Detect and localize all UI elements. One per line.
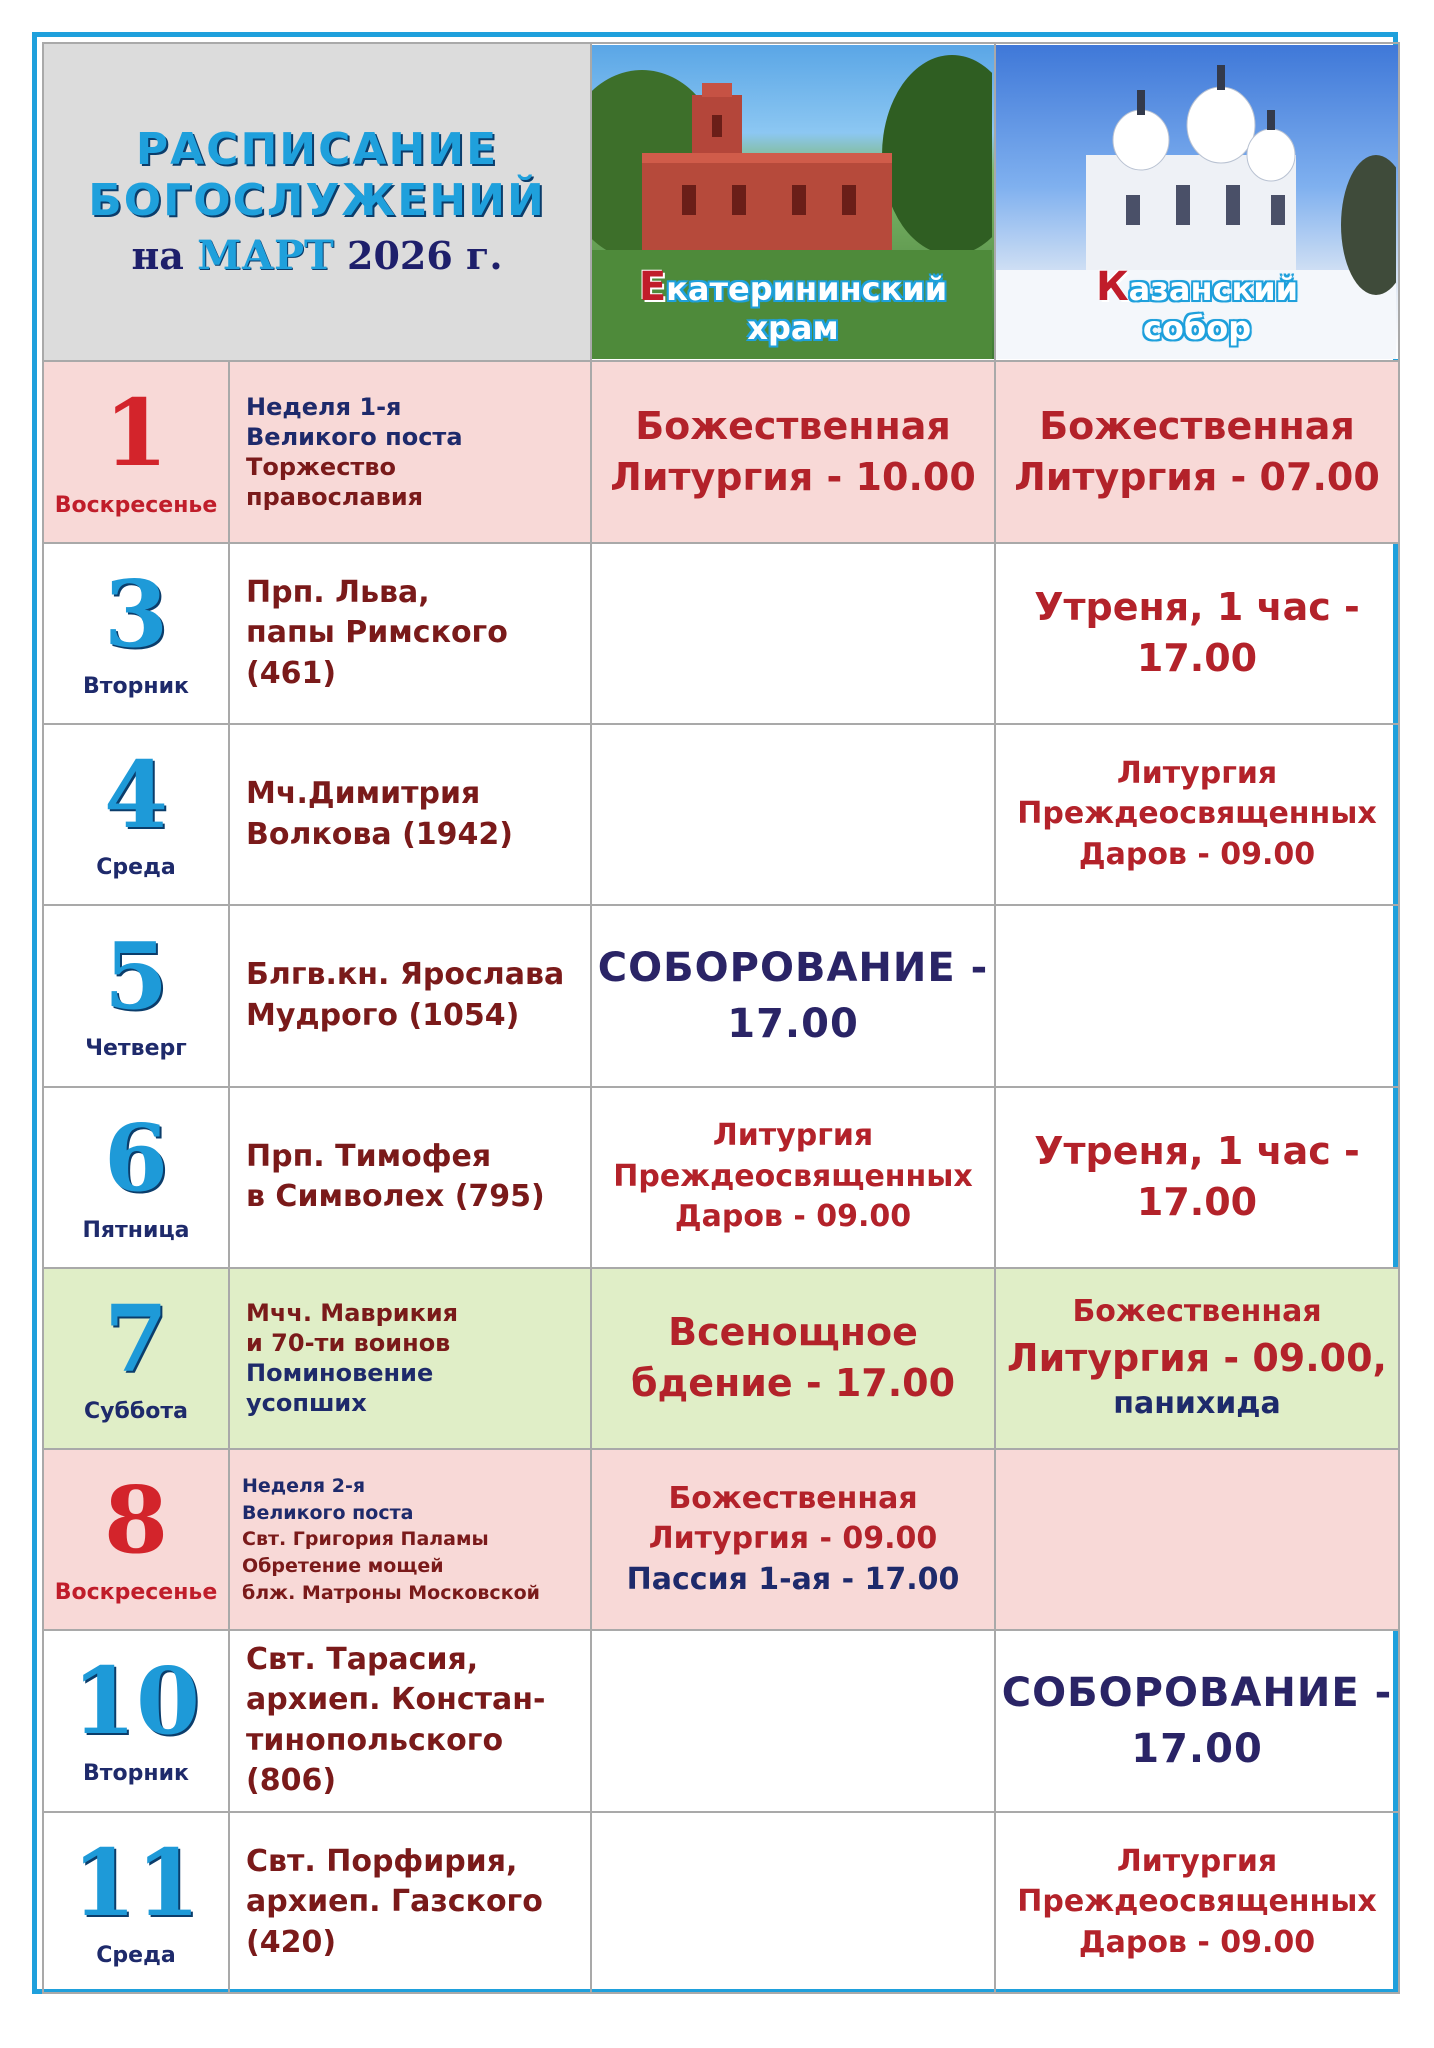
weekday-label: Среда bbox=[96, 1942, 176, 1968]
service-line: Литургия bbox=[1116, 1843, 1278, 1879]
schedule-row bbox=[43, 1449, 1399, 1630]
feast-line: Великого поста bbox=[246, 423, 463, 452]
service-line: Даров - 09.00 bbox=[674, 1199, 912, 1235]
service-line: 17.00 bbox=[1136, 1180, 1258, 1225]
weekday-label: Вторник bbox=[83, 673, 189, 699]
service-line: Литургия - 07.00 bbox=[1014, 455, 1380, 500]
feast-line: Свт. Григория Паламы bbox=[242, 1528, 489, 1551]
title-line-1: РАСПИСАНИЕ bbox=[135, 124, 499, 176]
church2-caption bbox=[996, 264, 1398, 347]
church2-initial: К bbox=[1095, 264, 1129, 311]
service-line: Литургия - 09.00, bbox=[1007, 1335, 1387, 1380]
feast-cell bbox=[229, 1630, 591, 1811]
feast-line: блж. Матроны Московской bbox=[242, 1581, 540, 1604]
day-cell bbox=[43, 905, 229, 1086]
header-row bbox=[43, 43, 1399, 361]
day-cell bbox=[43, 543, 229, 724]
church2-service-cell bbox=[995, 1087, 1399, 1268]
feast-cell bbox=[229, 1449, 591, 1630]
service-line: 17.00 bbox=[1136, 636, 1258, 681]
church2-service-cell bbox=[995, 361, 1399, 542]
day-cell bbox=[43, 361, 229, 542]
church1-service-cell bbox=[591, 1449, 995, 1630]
feast-line: в Символех (795) bbox=[246, 1179, 545, 1215]
schedule-frame bbox=[32, 32, 1398, 1994]
feast-line: архиеп. Констан- bbox=[246, 1682, 546, 1718]
feast-line: Неделя 2-я bbox=[242, 1475, 366, 1498]
church1-photo bbox=[592, 45, 994, 359]
feast-line: Торжество bbox=[246, 453, 397, 482]
feast-line: Прп. Тимофея bbox=[246, 1138, 492, 1174]
feast-line: Свт. Тарасия, bbox=[246, 1641, 479, 1677]
feast-line: Свт. Порфирия, bbox=[246, 1843, 518, 1879]
church2-photo bbox=[996, 45, 1398, 359]
church2-service-cell bbox=[995, 905, 1399, 1086]
church1-header bbox=[591, 43, 995, 361]
service-line: Преждеосвященных bbox=[1017, 1884, 1377, 1920]
service-line: Преждеосвященных bbox=[1017, 796, 1377, 832]
title-month: МАРТ bbox=[197, 232, 334, 280]
church1-service-cell bbox=[591, 724, 995, 905]
weekday-label: Воскресенье bbox=[54, 1580, 218, 1606]
church2-service-cell bbox=[995, 1630, 1399, 1811]
title-prefix: на bbox=[131, 233, 184, 279]
day-number: 11 bbox=[71, 1828, 201, 1937]
service-line: 17.00 bbox=[727, 1000, 859, 1047]
feast-line: и 70-ти воинов bbox=[246, 1329, 451, 1358]
feast-cell bbox=[229, 1268, 591, 1449]
feast-line: Мч.Димитрия bbox=[246, 776, 481, 812]
church1-initial: Е bbox=[638, 264, 667, 311]
church2-service-cell bbox=[995, 543, 1399, 724]
weekday-label: Четверг bbox=[85, 1036, 187, 1062]
schedule-row bbox=[43, 1812, 1399, 1993]
weekday-label: Вторник bbox=[83, 1761, 189, 1787]
feast-line: архиеп. Газского bbox=[246, 1884, 543, 1920]
day-number: 7 bbox=[103, 1284, 168, 1393]
service-line: Литургия bbox=[712, 1118, 874, 1154]
church1-caption bbox=[592, 264, 994, 347]
feast-line: Прп. Льва, bbox=[246, 574, 430, 610]
feast-line: Обретение мощей bbox=[242, 1555, 444, 1577]
day-cell bbox=[43, 1630, 229, 1811]
service-line: Даров - 09.00 bbox=[1078, 1924, 1316, 1960]
feast-line: (420) bbox=[246, 1924, 337, 1960]
day-number: 8 bbox=[103, 1466, 168, 1575]
title-line-3 bbox=[44, 232, 590, 279]
schedule-row bbox=[43, 1630, 1399, 1811]
service-line: Божественная bbox=[1039, 403, 1355, 448]
service-line: Божественная bbox=[668, 1480, 918, 1516]
church2-name-line2: собор bbox=[1142, 309, 1252, 348]
day-number: 5 bbox=[103, 922, 168, 1031]
service-line: СОБОРОВАНИЕ - bbox=[1001, 1669, 1393, 1716]
day-number: 4 bbox=[103, 741, 168, 850]
church1-service-cell bbox=[591, 905, 995, 1086]
weekday-label: Воскресенье bbox=[54, 492, 218, 518]
service-line: Пассия 1-ая - 17.00 bbox=[626, 1561, 960, 1597]
service-line: Литургия - 09.00 bbox=[648, 1521, 938, 1557]
service-line: 17.00 bbox=[1131, 1725, 1263, 1772]
church1-service-cell bbox=[591, 1268, 995, 1449]
church1-service-cell bbox=[591, 361, 995, 542]
feast-line: Великого поста bbox=[242, 1501, 414, 1524]
feast-line: Волкова (1942) bbox=[246, 816, 514, 852]
schedule-row bbox=[43, 543, 1399, 724]
feast-line: Мчч. Маврикия bbox=[246, 1299, 459, 1328]
feast-line: усопших bbox=[246, 1389, 367, 1418]
service-line: Преждеосвященных bbox=[613, 1158, 973, 1194]
service-line: Божественная bbox=[635, 403, 951, 448]
feast-cell bbox=[229, 361, 591, 542]
service-line: Литургия bbox=[1116, 755, 1278, 791]
schedule-row bbox=[43, 361, 1399, 542]
day-cell bbox=[43, 1812, 229, 1993]
weekday-label: Среда bbox=[96, 855, 176, 881]
feast-line: православия bbox=[246, 483, 424, 512]
feast-line: Поминовение bbox=[246, 1359, 434, 1388]
day-cell bbox=[43, 1087, 229, 1268]
service-line: СОБОРОВАНИЕ - bbox=[597, 944, 989, 991]
feast-line: (461) bbox=[246, 655, 337, 691]
title-year: 2026 г. bbox=[347, 233, 503, 279]
church2-name: азанский bbox=[1128, 270, 1299, 309]
day-number: 6 bbox=[103, 1103, 168, 1212]
day-number: 1 bbox=[103, 378, 168, 487]
church1-service-cell bbox=[591, 1630, 995, 1811]
church1-service-cell bbox=[591, 543, 995, 724]
church2-service-cell bbox=[995, 1449, 1399, 1630]
feast-line: тинопольского (806) bbox=[246, 1722, 504, 1799]
day-cell bbox=[43, 1268, 229, 1449]
church2-service-cell bbox=[995, 724, 1399, 905]
service-line: бдение - 17.00 bbox=[630, 1361, 956, 1406]
title-block bbox=[43, 43, 591, 361]
feast-line: Блгв.кн. Ярослава bbox=[246, 957, 565, 993]
day-cell bbox=[43, 724, 229, 905]
church1-name-line2: храм bbox=[747, 309, 839, 348]
feast-cell bbox=[229, 1812, 591, 1993]
feast-cell bbox=[229, 905, 591, 1086]
schedule-row bbox=[43, 1268, 1399, 1449]
schedule-row bbox=[43, 905, 1399, 1086]
church1-name: катерининский bbox=[666, 270, 948, 309]
feast-cell bbox=[229, 1087, 591, 1268]
weekday-label: Суббота bbox=[84, 1398, 188, 1424]
day-number: 3 bbox=[103, 559, 168, 668]
feast-cell bbox=[229, 543, 591, 724]
feast-line: папы Римского bbox=[246, 615, 508, 651]
service-line: Даров - 09.00 bbox=[1078, 836, 1316, 872]
church2-service-cell bbox=[995, 1268, 1399, 1449]
weekday-label: Пятница bbox=[82, 1217, 190, 1243]
title-line-2: БОГОСЛУЖЕНИЙ bbox=[88, 174, 546, 226]
day-number: 10 bbox=[71, 1647, 201, 1756]
feast-cell bbox=[229, 724, 591, 905]
schedule-row bbox=[43, 1087, 1399, 1268]
day-cell bbox=[43, 1449, 229, 1630]
service-line: панихида bbox=[1113, 1386, 1281, 1422]
feast-line: Неделя 1-я bbox=[246, 393, 402, 422]
schedule-table bbox=[42, 42, 1400, 1994]
church2-service-cell bbox=[995, 1812, 1399, 1993]
service-line: Литургия - 10.00 bbox=[610, 455, 976, 500]
service-line: Утреня, 1 час - bbox=[1034, 1128, 1360, 1173]
service-line: Утреня, 1 час - bbox=[1034, 585, 1360, 630]
church2-header bbox=[995, 43, 1399, 361]
feast-line: Мудрого (1054) bbox=[246, 997, 520, 1033]
church1-service-cell bbox=[591, 1087, 995, 1268]
schedule-row bbox=[43, 724, 1399, 905]
service-line: Всенощное bbox=[668, 1310, 918, 1355]
service-line: Божественная bbox=[1072, 1294, 1322, 1330]
church1-service-cell bbox=[591, 1812, 995, 1993]
